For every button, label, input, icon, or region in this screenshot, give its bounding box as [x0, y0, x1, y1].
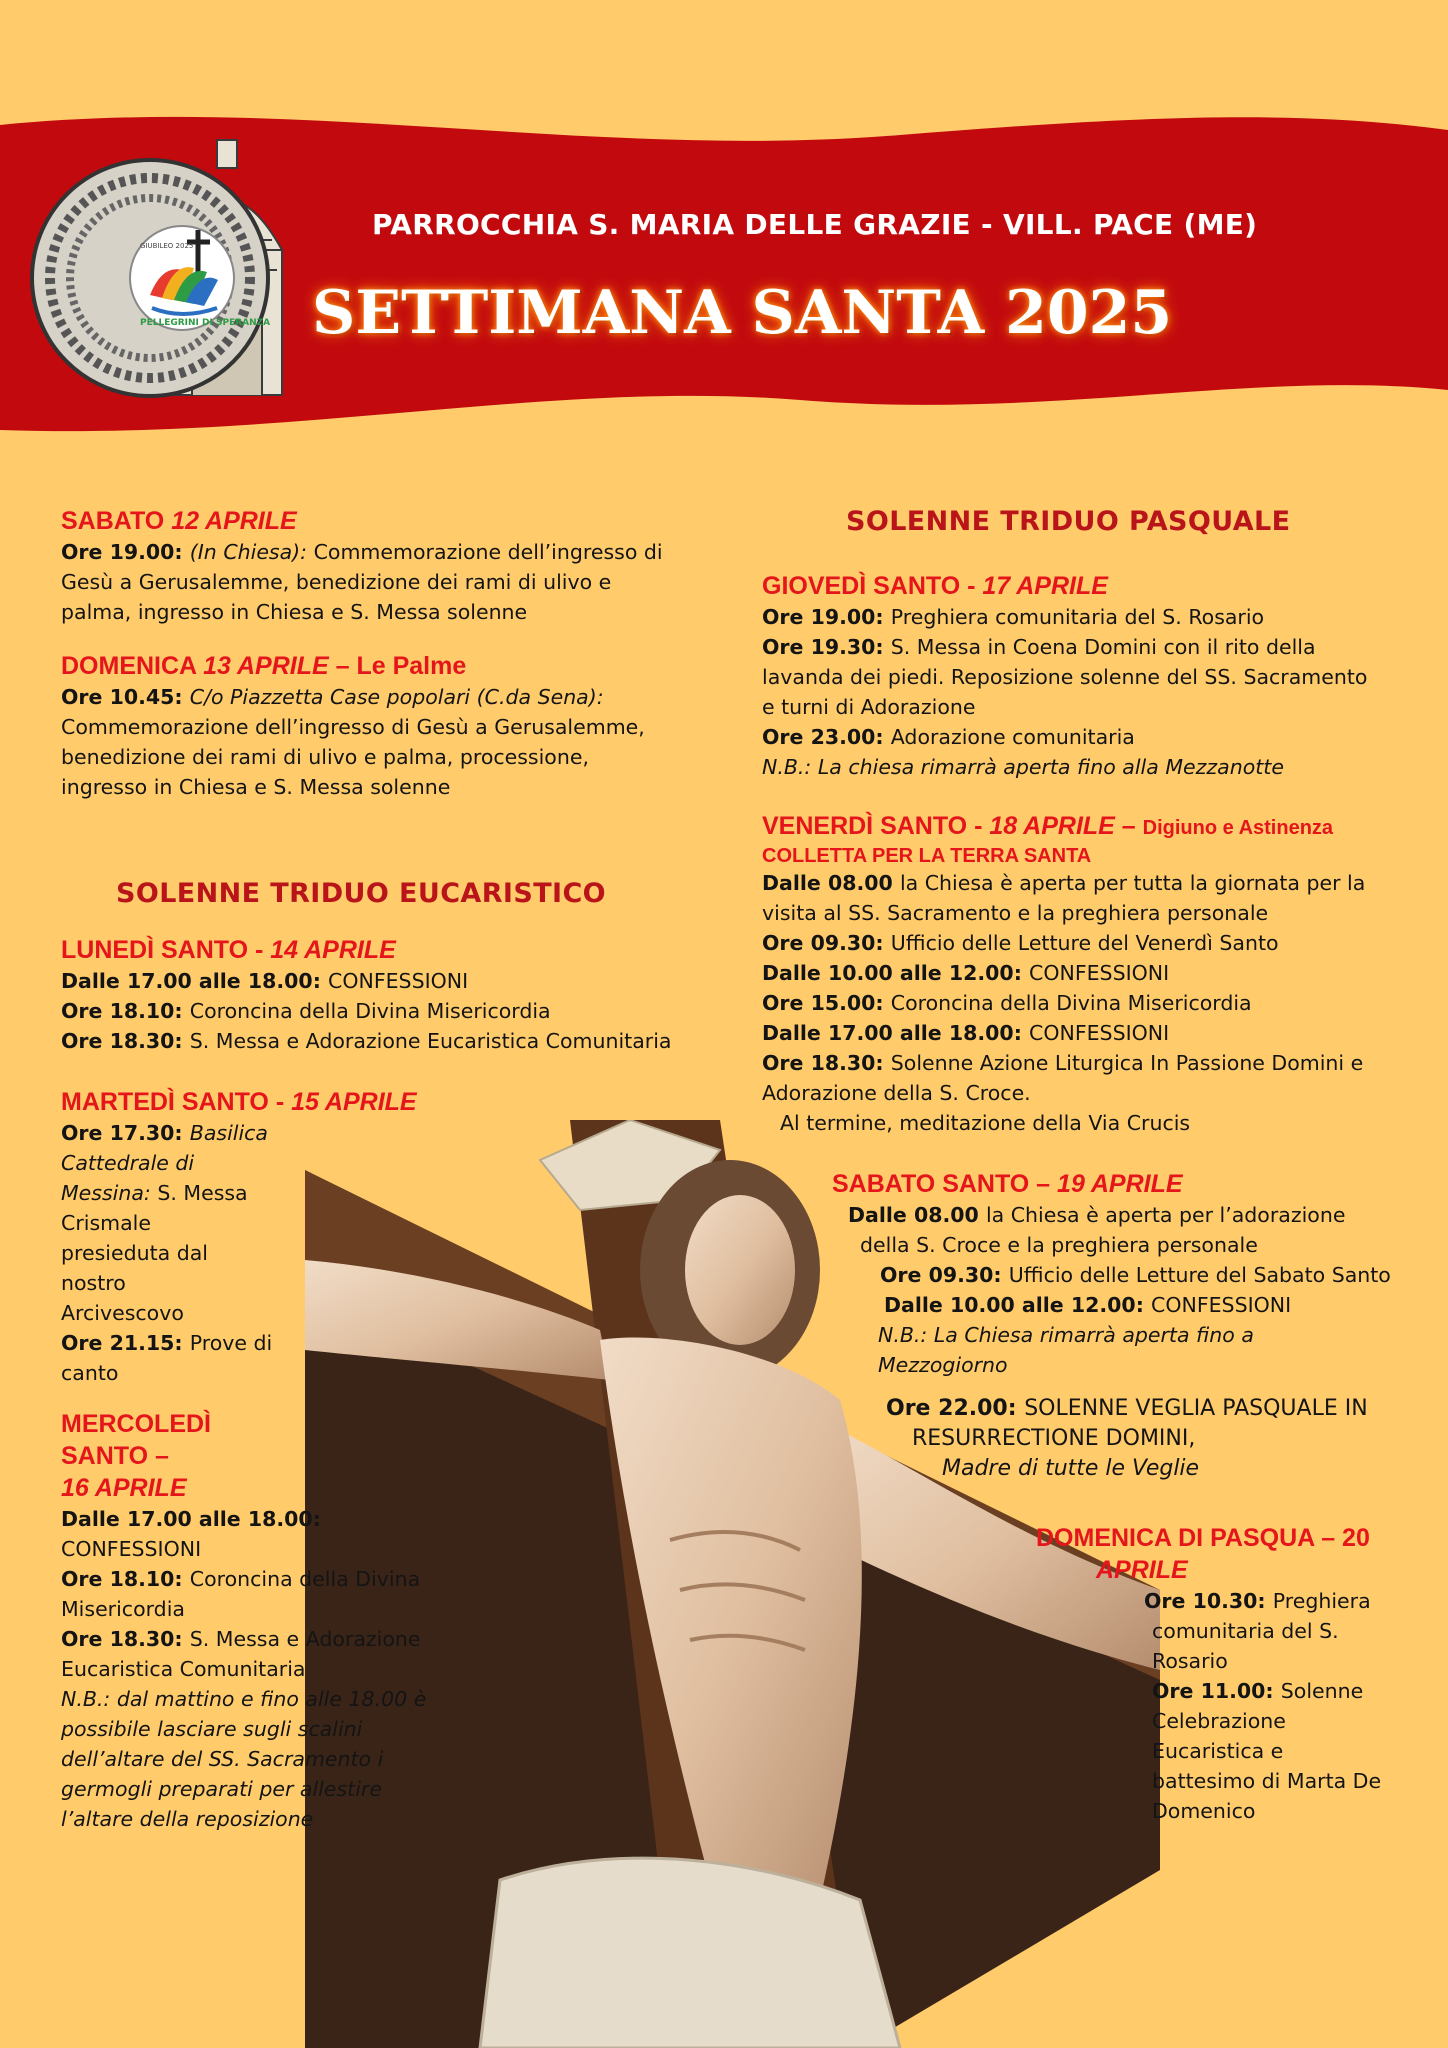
day-label: MERCOLEDÌ [61, 1410, 211, 1438]
time-label: Ore 15.00: [762, 991, 891, 1015]
event-text: battesimo di Marta De [1152, 1769, 1382, 1793]
time-label: Dalle 17.00 alle 18.00: [762, 1021, 1030, 1045]
time-label: Dalle 10.00 alle 12.00: [884, 1293, 1152, 1317]
date-label: 19 APRILE [1057, 1170, 1183, 1198]
time-label: Ore 18.30: [61, 1627, 190, 1651]
event-text: CONFESSIONI [1029, 1021, 1170, 1045]
logo-text-bottom: PELLEGRINI DI SPERANZA [140, 318, 271, 328]
event-text: Preghiera [1272, 1589, 1371, 1613]
time-label: Ore 18.30: [762, 1051, 891, 1075]
event-text: palma, ingresso in Chiesa e S. Messa solenne [61, 600, 528, 624]
event-text: Adorazione comunitaria [890, 725, 1135, 749]
event-text: Rosario [1152, 1649, 1228, 1673]
time-label: Ore 10.30: [1144, 1589, 1273, 1613]
event-text: S. Messa in Coena Domini con il rito della [890, 635, 1316, 659]
time-label: Dalle 17.00 alle 18.00: [61, 969, 329, 993]
time-label: Ore 09.30: [762, 931, 891, 955]
note-text: N.B.: La Chiesa rimarrà aperta fino a [878, 1323, 1254, 1347]
time-label: Ore 18.30: [61, 1029, 190, 1053]
day-label: VENERDÌ SANTO - [762, 812, 990, 840]
event-text: della S. Croce e la preghiera personale [860, 1233, 1258, 1257]
giovedi-block [762, 570, 1422, 782]
time-label: Dalle 08.00 [762, 871, 900, 895]
day-suffix: – [1114, 812, 1143, 840]
section-triduo-pasquale: SOLENNE TRIDUO PASQUALE [846, 506, 1291, 537]
event-text: S. Messa e Adorazione Eucaristica Comunitaria [189, 1029, 672, 1053]
event-text: Domenico [1152, 1799, 1256, 1823]
date-label: 17 APRILE [982, 572, 1108, 600]
event-text: CONFESSIONI [61, 1537, 202, 1561]
date-label: 14 APRILE [270, 936, 396, 964]
place-label: C/o Piazzetta Case popolari (C.da Sena): [189, 685, 604, 709]
venerdi-block [762, 810, 1432, 1138]
event-text: Celebrazione [1152, 1709, 1286, 1733]
domenica-palme-block [61, 650, 721, 802]
event-text: Crismale [61, 1211, 151, 1235]
event-text: lavanda dei piedi. Reposizione solenne del SS. Sacramento [762, 665, 1368, 689]
day-label: LUNEDÌ SANTO - [61, 936, 271, 964]
time-label: Ore 17.30: [61, 1121, 190, 1145]
sabato-santo-block [832, 1168, 1432, 1484]
event-text: Gesù a Gerusalemme, benedizione dei rami di ulivo e [61, 570, 612, 594]
time-label: Dalle 08.00 [848, 1203, 986, 1227]
day-label: GIOVEDÌ SANTO - [762, 572, 983, 600]
date-label: 15 APRILE [291, 1088, 417, 1116]
event-text: CONFESSIONI [328, 969, 469, 993]
fast-label: Digiuno e Astinenza [1142, 817, 1334, 839]
event-text: Solenne [1280, 1679, 1364, 1703]
mercoledi-block [61, 1408, 461, 1834]
event-text: la Chiesa è aperta per tutta la giornata per la [899, 871, 1366, 895]
event-text: Misericordia [61, 1597, 185, 1621]
note-text: Mezzogiorno [878, 1353, 1008, 1377]
time-label: Ore 09.30: [880, 1263, 1009, 1287]
note-text: N.B.: dal mattino e fino alle 18.00 è [61, 1687, 427, 1711]
colletta-label: COLLETTA PER LA TERRA SANTA [762, 845, 1092, 867]
date-label: 18 APRILE [989, 812, 1115, 840]
event-text: CONFESSIONI [1029, 961, 1170, 985]
event-text: S. Messa e Adorazione [189, 1627, 421, 1651]
time-label: Ore 19.30: [762, 635, 891, 659]
event-text: Arcivescovo [61, 1301, 184, 1325]
event-text: Commemorazione dell’ingresso di [307, 540, 663, 564]
day-label: MARTEDÌ SANTO - [61, 1088, 292, 1116]
page-title: SETTIMANA SANTA 2025 [312, 278, 1173, 348]
event-text: ingresso in Chiesa e S. Messa solenne [61, 775, 451, 799]
event-text: Ufficio delle Letture del Venerdì Santo [890, 931, 1279, 955]
note-text: possibile lasciare sugli scalini [61, 1717, 363, 1741]
time-label: Ore 19.00: [762, 605, 891, 629]
event-text: nostro [61, 1271, 126, 1295]
section-triduo-eucaristico: SOLENNE TRIDUO EUCARISTICO [116, 878, 607, 909]
date-label: 16 APRILE [61, 1474, 187, 1502]
event-text: Preghiera comunitaria del S. Rosario [890, 605, 1265, 629]
event-text: Ufficio delle Letture del Sabato Santo [1008, 1263, 1391, 1287]
time-label: Ore 21.15: [61, 1331, 190, 1355]
time-label: Ore 18.10: [61, 999, 190, 1023]
time-label: Ore 10.45: [61, 685, 190, 709]
event-text: canto [61, 1361, 119, 1385]
jubilee-logo [22, 130, 292, 400]
vigil-text: RESURRECTIONE DOMINI, [912, 1426, 1196, 1451]
vigil-subtitle: Madre di tutte le Veglie [942, 1456, 1200, 1481]
event-text: Commemorazione dell’ingresso di Gesù a Gerusalemme, [61, 715, 645, 739]
event-text: Solenne Azione Liturgica In Passione Domini e [890, 1051, 1364, 1075]
day-label: SABATO SANTO – [832, 1170, 1058, 1198]
sabato-12-block [61, 505, 701, 627]
time-label: Ore 19.00: [61, 540, 190, 564]
note-text: l’altare della reposizione [61, 1807, 314, 1831]
event-text: Coroncina della Divina [189, 1567, 421, 1591]
event-text: CONFESSIONI [1151, 1293, 1292, 1317]
event-text: comunitaria del S. [1152, 1619, 1339, 1643]
martedi-block [61, 1086, 441, 1388]
parish-name: PARROCCHIA S. MARIA DELLE GRAZIE - VILL. PACE (ME) [372, 208, 1258, 241]
day-label: DOMENICA [61, 652, 204, 680]
event-text: Al termine, meditazione della Via Crucis [780, 1111, 1191, 1135]
time-label: Dalle 10.00 alle 12.00: [762, 961, 1030, 985]
event-text: benedizione dei rami di ulivo e palma, processione, [61, 745, 589, 769]
note-text: dell’altare del SS. Sacramento i [61, 1747, 384, 1771]
event-text: Prove di [189, 1331, 273, 1355]
event-text: visita al SS. Sacramento e la preghiera personale [762, 901, 1269, 925]
place-label: Basilica [189, 1121, 268, 1145]
date-label: 13 APRILE [203, 652, 329, 680]
place-label: Cattedrale di [61, 1151, 195, 1175]
time-label: Ore 23.00: [762, 725, 891, 749]
note-text: N.B.: La chiesa rimarrà aperta fino alla Mezzanotte [762, 755, 1284, 779]
logo-text-top: GIUBILEO 2025 [140, 242, 194, 250]
place-label: (In Chiesa): [189, 540, 308, 564]
note-text: germogli preparati per allestire [61, 1777, 382, 1801]
day-label: SANTO – [61, 1442, 169, 1470]
event-text: la Chiesa è aperta per l’adorazione [985, 1203, 1346, 1227]
day-label: DOMENICA DI PASQUA – 20 [1036, 1524, 1370, 1552]
time-label: Ore 18.10: [61, 1567, 190, 1591]
day-suffix: – Le Palme [328, 652, 467, 680]
event-text: e turni di Adorazione [762, 695, 976, 719]
event-text: Adorazione della S. Croce. [762, 1081, 1031, 1105]
event-text: Coroncina della Divina Misericordia [890, 991, 1252, 1015]
lunedi-block [61, 934, 741, 1056]
time-label: Dalle 17.00 alle 18.00: [61, 1507, 321, 1531]
event-text: S. Messa [150, 1181, 248, 1205]
date-label: APRILE [1096, 1556, 1188, 1584]
date-label: 12 APRILE [171, 507, 297, 535]
vigil-text: SOLENNE VEGLIA PASQUALE IN [1024, 1396, 1368, 1421]
time-label: Ore 11.00: [1152, 1679, 1281, 1703]
time-label: Ore 22.00: [886, 1396, 1025, 1421]
event-text: Coroncina della Divina Misericordia [189, 999, 551, 1023]
event-text: presieduta dal [61, 1241, 208, 1265]
pasqua-block [1036, 1522, 1436, 1826]
day-label: SABATO [61, 507, 172, 535]
event-text: Eucaristica e [1152, 1739, 1284, 1763]
place-label: Messina: [61, 1181, 151, 1205]
event-text: Eucaristica Comunitaria [61, 1657, 306, 1681]
